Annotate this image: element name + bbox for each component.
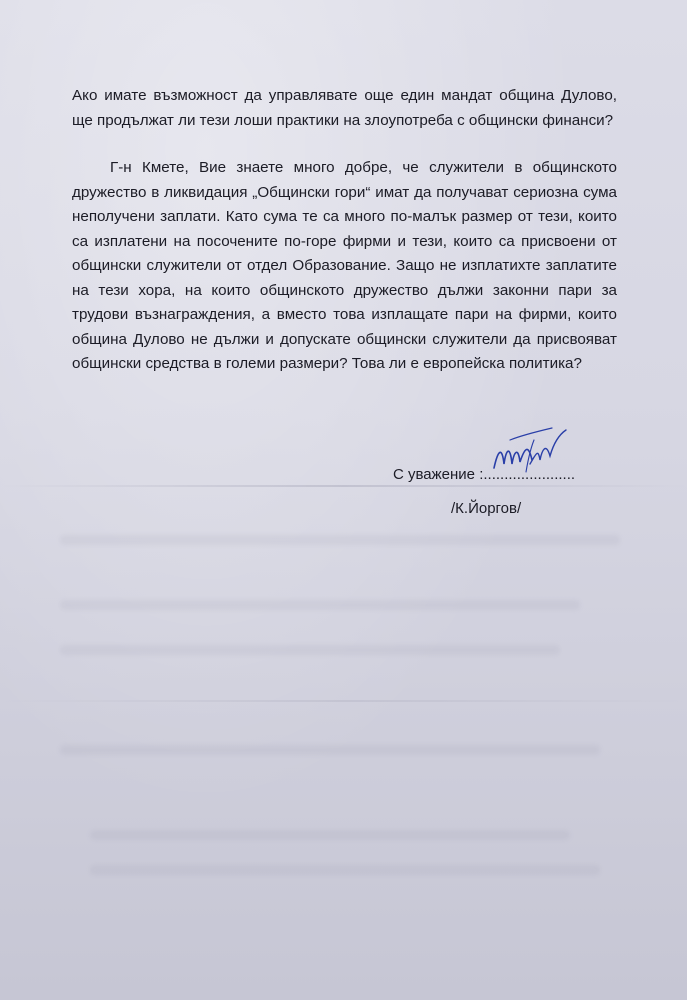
signer-name: /К.Йоргов/ <box>451 500 522 517</box>
paper-fold-line <box>0 485 687 487</box>
question-paragraph: Ако имате възможност да управлявате още един мандат община Дулово, ще продължат ли тези лоши практики на злоупотреба с общински финанси? <box>72 87 617 129</box>
paper-fold-line <box>0 700 687 702</box>
bleed-through-text <box>90 865 600 875</box>
closing-salutation: С уважение :...................... <box>393 466 576 483</box>
bleed-through-text <box>60 535 620 545</box>
bleed-through-text <box>60 645 560 655</box>
body-paragraph: Г-н Кмете, Вие знаете много добре, че служители в общинското дружество в ликвидация „Общински гори“ имат да получават сериозна сума неполучени заплати. Като сума те са много по-малък размер от тези, които са изплатени на посочените по-горе фирми и тези, които са присвоени от общински служители от отдел Образование. Защо не изплатихте заплатите на тези хора, на които общинското дружество дължи законни пари за трудови възнаграждения, а вместо това изплащате пари на фирми, които община Дулово не дължи и допускате общински служители да присвояват общински средства в големи размери? Това ли е европейска политика? <box>72 159 617 372</box>
bleed-through-text <box>60 600 580 610</box>
bleed-through-text <box>60 745 600 755</box>
bleed-through-text <box>90 830 570 840</box>
